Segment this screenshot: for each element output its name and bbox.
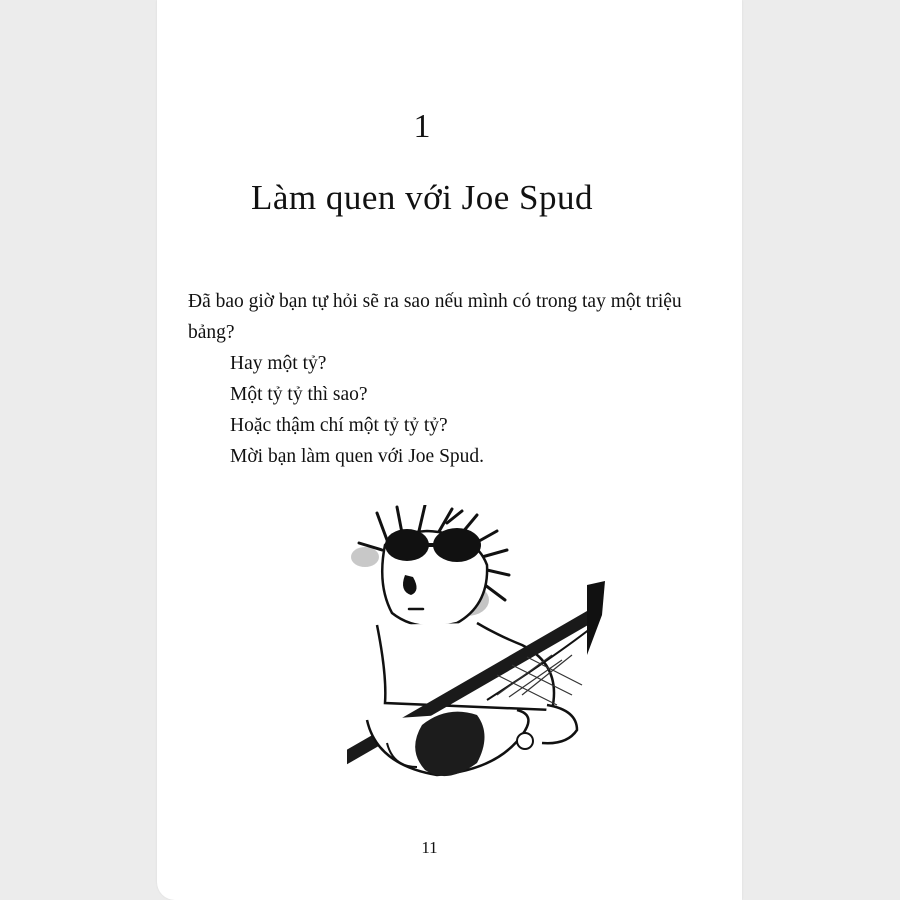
boy-with-sunglasses-illustration [347, 505, 682, 805]
page-number: 11 [421, 838, 438, 857]
paragraph-opening: Đã bao giờ bạn tự hỏi sẽ ra sao nếu mình có trong tay một triệu bảng? [188, 291, 682, 343]
chapter-number: 1 [413, 108, 431, 145]
body-text [188, 286, 688, 472]
paragraph-billion: Hay một tỷ? [230, 353, 327, 374]
paragraph-billion-billion-billion: Hoặc thậm chí một tỷ tỷ tỷ? [230, 415, 448, 436]
book-page [157, 0, 742, 900]
chapter-title: Làm quen với Joe Spud [250, 178, 594, 217]
paragraph-billion-billion: Một tỷ tỷ thì sao? [230, 384, 368, 405]
paragraph-meet-joe: Mời bạn làm quen với Joe Spud. [230, 446, 485, 467]
